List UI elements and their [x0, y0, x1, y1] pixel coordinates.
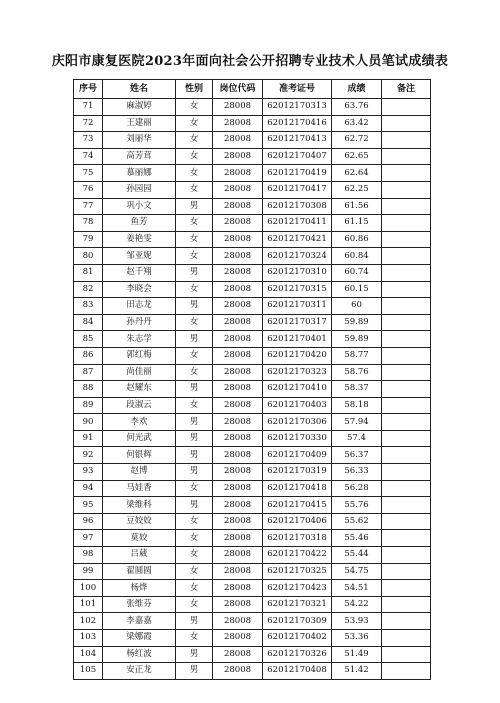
cell-remarks [382, 414, 431, 431]
cell-exam-id: 62012170330 [263, 430, 332, 447]
cell-exam-id: 62012170423 [263, 580, 332, 597]
cell-index: 77 [74, 198, 103, 215]
cell-exam-id: 62012170321 [263, 596, 332, 613]
cell-remarks [382, 613, 431, 630]
cell-index: 93 [74, 464, 103, 481]
cell-score: 63.42 [332, 115, 382, 132]
cell-position-code: 28008 [213, 381, 263, 398]
cell-position-code: 28008 [213, 132, 263, 149]
cell-exam-id: 62012170315 [263, 281, 332, 298]
cell-score: 63.76 [332, 99, 382, 116]
cell-gender: 男 [176, 464, 213, 481]
cell-index: 90 [74, 414, 103, 431]
cell-score: 62.65 [332, 148, 382, 165]
cell-position-code: 28008 [213, 630, 263, 647]
cell-name: 麻淑婷 [103, 99, 176, 116]
cell-remarks [382, 447, 431, 464]
header-exam-id: 准考证号 [263, 80, 332, 99]
table-row [74, 663, 431, 680]
cell-index: 88 [74, 381, 103, 398]
cell-score: 62.72 [332, 132, 382, 149]
cell-exam-id: 62012170417 [263, 181, 332, 198]
header-name: 姓名 [103, 80, 176, 99]
cell-position-code: 28008 [213, 298, 263, 315]
cell-remarks [382, 596, 431, 613]
cell-remarks [382, 464, 431, 481]
cell-index: 87 [74, 364, 103, 381]
cell-index: 83 [74, 298, 103, 315]
cell-index: 71 [74, 99, 103, 116]
cell-exam-id: 62012170420 [263, 347, 332, 364]
cell-gender: 男 [176, 298, 213, 315]
table-body [74, 99, 431, 680]
cell-position-code: 28008 [213, 331, 263, 348]
cell-gender: 男 [176, 497, 213, 514]
cell-position-code: 28008 [213, 513, 263, 530]
cell-remarks [382, 148, 431, 165]
cell-exam-id: 62012170306 [263, 414, 332, 431]
cell-position-code: 28008 [213, 215, 263, 232]
cell-exam-id: 62012170419 [263, 165, 332, 182]
cell-score: 56.28 [332, 480, 382, 497]
cell-exam-id: 62012170416 [263, 115, 332, 132]
cell-name: 尚佳丽 [103, 364, 176, 381]
cell-index: 89 [74, 397, 103, 414]
cell-gender: 女 [176, 630, 213, 647]
cell-remarks [382, 331, 431, 348]
header-position-code: 岗位代码 [213, 80, 263, 99]
cell-index: 86 [74, 347, 103, 364]
cell-remarks [382, 530, 431, 547]
cell-gender: 男 [176, 414, 213, 431]
cell-name: 赵千翔 [103, 264, 176, 281]
cell-name: 刘丽华 [103, 132, 176, 149]
cell-position-code: 28008 [213, 530, 263, 547]
cell-score: 59.89 [332, 314, 382, 331]
cell-gender: 女 [176, 596, 213, 613]
cell-name: 邹亚妮 [103, 248, 176, 265]
table-row [74, 646, 431, 663]
cell-index: 100 [74, 580, 103, 597]
cell-remarks [382, 298, 431, 315]
cell-remarks [382, 132, 431, 149]
cell-position-code: 28008 [213, 231, 263, 248]
table-row [74, 497, 431, 514]
cell-exam-id: 62012170402 [263, 630, 332, 647]
cell-name: 高芳茸 [103, 148, 176, 165]
cell-gender: 女 [176, 165, 213, 182]
table-row [74, 181, 431, 198]
cell-remarks [382, 181, 431, 198]
table-row [74, 430, 431, 447]
cell-name: 安正龙 [103, 663, 176, 680]
cell-gender: 女 [176, 547, 213, 564]
cell-remarks [382, 165, 431, 182]
cell-index: 96 [74, 513, 103, 530]
cell-name: 赵耀东 [103, 381, 176, 398]
cell-name: 梁娜霞 [103, 630, 176, 647]
cell-remarks [382, 231, 431, 248]
cell-remarks [382, 314, 431, 331]
cell-remarks [382, 215, 431, 232]
cell-index: 97 [74, 530, 103, 547]
cell-position-code: 28008 [213, 580, 263, 597]
cell-remarks [382, 547, 431, 564]
cell-score: 60 [332, 298, 382, 315]
cell-name: 李晓会 [103, 281, 176, 298]
cell-index: 81 [74, 264, 103, 281]
cell-position-code: 28008 [213, 547, 263, 564]
cell-name: 王建丽 [103, 115, 176, 132]
cell-exam-id: 62012170317 [263, 314, 332, 331]
cell-exam-id: 62012170411 [263, 215, 332, 232]
cell-gender: 女 [176, 480, 213, 497]
cell-name: 何光武 [103, 430, 176, 447]
cell-remarks [382, 364, 431, 381]
cell-index: 73 [74, 132, 103, 149]
cell-gender: 男 [176, 663, 213, 680]
cell-exam-id: 62012170309 [263, 613, 332, 630]
cell-remarks [382, 281, 431, 298]
cell-score: 61.15 [332, 215, 382, 232]
cell-name: 杨烨 [103, 580, 176, 597]
cell-position-code: 28008 [213, 148, 263, 165]
cell-score: 58.77 [332, 347, 382, 364]
page-title: 庆阳市康复医院2023年面向社会公开招聘专业技术人员笔试成绩表 [51, 54, 449, 69]
cell-position-code: 28008 [213, 198, 263, 215]
cell-gender: 男 [176, 381, 213, 398]
cell-gender: 女 [176, 231, 213, 248]
cell-index: 92 [74, 447, 103, 464]
cell-gender: 男 [176, 646, 213, 663]
cell-gender: 女 [176, 530, 213, 547]
cell-score: 60.86 [332, 231, 382, 248]
cell-gender: 女 [176, 314, 213, 331]
cell-gender: 女 [176, 148, 213, 165]
cell-remarks [382, 99, 431, 116]
cell-index: 84 [74, 314, 103, 331]
cell-remarks [382, 480, 431, 497]
cell-gender: 男 [176, 613, 213, 630]
header-gender: 性别 [176, 80, 213, 99]
cell-score: 58.76 [332, 364, 382, 381]
cell-exam-id: 62012170324 [263, 248, 332, 265]
cell-score: 60.84 [332, 248, 382, 265]
cell-score: 54.75 [332, 563, 382, 580]
table-row [74, 165, 431, 182]
table-row [74, 264, 431, 281]
cell-index: 105 [74, 663, 103, 680]
cell-remarks [382, 264, 431, 281]
cell-exam-id: 62012170422 [263, 547, 332, 564]
cell-index: 102 [74, 613, 103, 630]
cell-exam-id: 62012170313 [263, 99, 332, 116]
header-index: 序号 [74, 80, 103, 99]
table-row [74, 547, 431, 564]
cell-position-code: 28008 [213, 364, 263, 381]
cell-score: 57.94 [332, 414, 382, 431]
cell-position-code: 28008 [213, 430, 263, 447]
cell-position-code: 28008 [213, 464, 263, 481]
cell-index: 85 [74, 331, 103, 348]
cell-position-code: 28008 [213, 264, 263, 281]
cell-index: 94 [74, 480, 103, 497]
score-table [73, 79, 431, 680]
cell-score: 55.44 [332, 547, 382, 564]
cell-gender: 女 [176, 347, 213, 364]
table-row [74, 414, 431, 431]
cell-name: 朱志学 [103, 331, 176, 348]
cell-name: 梁维科 [103, 497, 176, 514]
cell-name: 杨红波 [103, 646, 176, 663]
cell-name: 翟圆圆 [103, 563, 176, 580]
cell-index: 72 [74, 115, 103, 132]
cell-name: 莫姣 [103, 530, 176, 547]
table-row [74, 513, 431, 530]
cell-name: 鱼芳 [103, 215, 176, 232]
cell-gender: 女 [176, 181, 213, 198]
cell-position-code: 28008 [213, 281, 263, 298]
cell-name: 孙园园 [103, 181, 176, 198]
table-row [74, 613, 431, 630]
cell-gender: 男 [176, 430, 213, 447]
cell-gender: 女 [176, 513, 213, 530]
cell-exam-id: 62012170311 [263, 298, 332, 315]
cell-remarks [382, 347, 431, 364]
cell-remarks [382, 663, 431, 680]
cell-score: 53.36 [332, 630, 382, 647]
cell-remarks [382, 248, 431, 265]
cell-score: 51.49 [332, 646, 382, 663]
cell-name: 赵博 [103, 464, 176, 481]
cell-index: 101 [74, 596, 103, 613]
table-row [74, 563, 431, 580]
cell-name: 马娃香 [103, 480, 176, 497]
cell-position-code: 28008 [213, 613, 263, 630]
cell-position-code: 28008 [213, 480, 263, 497]
cell-gender: 女 [176, 364, 213, 381]
cell-score: 53.93 [332, 613, 382, 630]
cell-position-code: 28008 [213, 414, 263, 431]
cell-remarks [382, 563, 431, 580]
cell-index: 79 [74, 231, 103, 248]
cell-score: 51.42 [332, 663, 382, 680]
cell-gender: 男 [176, 331, 213, 348]
cell-index: 103 [74, 630, 103, 647]
table-row [74, 248, 431, 265]
table-row [74, 530, 431, 547]
cell-gender: 女 [176, 99, 213, 116]
cell-index: 99 [74, 563, 103, 580]
cell-name: 田志龙 [103, 298, 176, 315]
cell-gender: 女 [176, 215, 213, 232]
cell-position-code: 28008 [213, 115, 263, 132]
cell-exam-id: 62012170319 [263, 464, 332, 481]
cell-index: 104 [74, 646, 103, 663]
cell-name: 豆姣姣 [103, 513, 176, 530]
cell-exam-id: 62012170410 [263, 381, 332, 398]
cell-remarks [382, 580, 431, 597]
cell-score: 54.22 [332, 596, 382, 613]
cell-score: 55.62 [332, 513, 382, 530]
cell-position-code: 28008 [213, 447, 263, 464]
cell-position-code: 28008 [213, 314, 263, 331]
cell-gender: 男 [176, 447, 213, 464]
cell-score: 58.37 [332, 381, 382, 398]
cell-position-code: 28008 [213, 99, 263, 116]
table-row [74, 215, 431, 232]
cell-score: 58.18 [332, 397, 382, 414]
cell-position-code: 28008 [213, 646, 263, 663]
cell-exam-id: 62012170326 [263, 646, 332, 663]
table-row [74, 381, 431, 398]
table-row [74, 630, 431, 647]
cell-name: 郭红梅 [103, 347, 176, 364]
cell-exam-id: 62012170407 [263, 148, 332, 165]
cell-score: 60.15 [332, 281, 382, 298]
table-row [74, 480, 431, 497]
cell-score: 62.64 [332, 165, 382, 182]
table-row [74, 397, 431, 414]
table-row [74, 596, 431, 613]
cell-name: 孙丹丹 [103, 314, 176, 331]
cell-remarks [382, 630, 431, 647]
cell-gender: 男 [176, 264, 213, 281]
table-row [74, 148, 431, 165]
cell-position-code: 28008 [213, 663, 263, 680]
cell-position-code: 28008 [213, 497, 263, 514]
cell-index: 91 [74, 430, 103, 447]
table-row [74, 447, 431, 464]
cell-gender: 女 [176, 580, 213, 597]
cell-exam-id: 62012170415 [263, 497, 332, 514]
cell-gender: 男 [176, 198, 213, 215]
cell-gender: 女 [176, 397, 213, 414]
header-score: 成绩 [332, 80, 382, 99]
cell-index: 75 [74, 165, 103, 182]
cell-remarks [382, 381, 431, 398]
cell-position-code: 28008 [213, 248, 263, 265]
table-row [74, 347, 431, 364]
cell-gender: 女 [176, 563, 213, 580]
cell-remarks [382, 115, 431, 132]
table-row [74, 314, 431, 331]
table-row [74, 580, 431, 597]
table-row [74, 464, 431, 481]
cell-exam-id: 62012170409 [263, 447, 332, 464]
cell-index: 95 [74, 497, 103, 514]
table-row [74, 298, 431, 315]
table-row [74, 198, 431, 215]
cell-index: 98 [74, 547, 103, 564]
cell-exam-id: 62012170413 [263, 132, 332, 149]
cell-exam-id: 62012170323 [263, 364, 332, 381]
cell-exam-id: 62012170421 [263, 231, 332, 248]
cell-name: 慕丽娜 [103, 165, 176, 182]
cell-remarks [382, 513, 431, 530]
cell-position-code: 28008 [213, 563, 263, 580]
cell-index: 76 [74, 181, 103, 198]
cell-index: 74 [74, 148, 103, 165]
cell-position-code: 28008 [213, 165, 263, 182]
cell-exam-id: 62012170403 [263, 397, 332, 414]
cell-exam-id: 62012170308 [263, 198, 332, 215]
cell-remarks [382, 397, 431, 414]
cell-gender: 女 [176, 248, 213, 265]
cell-exam-id: 62012170408 [263, 663, 332, 680]
table-row [74, 99, 431, 116]
cell-name: 张维芬 [103, 596, 176, 613]
cell-exam-id: 62012170325 [263, 563, 332, 580]
cell-gender: 女 [176, 281, 213, 298]
cell-score: 57.4 [332, 430, 382, 447]
cell-position-code: 28008 [213, 596, 263, 613]
cell-position-code: 28008 [213, 347, 263, 364]
cell-name: 巩小文 [103, 198, 176, 215]
table-row [74, 364, 431, 381]
table-row [74, 281, 431, 298]
cell-name: 段淑云 [103, 397, 176, 414]
cell-exam-id: 62012170318 [263, 530, 332, 547]
cell-remarks [382, 430, 431, 447]
cell-score: 55.46 [332, 530, 382, 547]
cell-score: 62.25 [332, 181, 382, 198]
cell-name: 吕葳 [103, 547, 176, 564]
cell-exam-id: 62012170401 [263, 331, 332, 348]
cell-score: 56.37 [332, 447, 382, 464]
cell-name: 姜艳雯 [103, 231, 176, 248]
table-row [74, 231, 431, 248]
cell-position-code: 28008 [213, 181, 263, 198]
cell-position-code: 28008 [213, 397, 263, 414]
cell-name: 何银辉 [103, 447, 176, 464]
cell-name: 李欢 [103, 414, 176, 431]
cell-exam-id: 62012170310 [263, 264, 332, 281]
cell-index: 82 [74, 281, 103, 298]
table-row [74, 132, 431, 149]
cell-remarks [382, 646, 431, 663]
cell-name: 李嘉嘉 [103, 613, 176, 630]
cell-index: 78 [74, 215, 103, 232]
cell-score: 59.89 [332, 331, 382, 348]
table-row [74, 331, 431, 348]
cell-exam-id: 62012170406 [263, 513, 332, 530]
cell-score: 56.33 [332, 464, 382, 481]
cell-score: 54.51 [332, 580, 382, 597]
cell-exam-id: 62012170418 [263, 480, 332, 497]
cell-score: 61.56 [332, 198, 382, 215]
table-row [74, 115, 431, 132]
cell-remarks [382, 198, 431, 215]
table-header-row [74, 80, 431, 99]
cell-gender: 女 [176, 132, 213, 149]
cell-gender: 女 [176, 115, 213, 132]
cell-index: 80 [74, 248, 103, 265]
cell-remarks [382, 497, 431, 514]
header-remarks: 备注 [382, 80, 431, 99]
cell-score: 60.74 [332, 264, 382, 281]
cell-score: 55.76 [332, 497, 382, 514]
